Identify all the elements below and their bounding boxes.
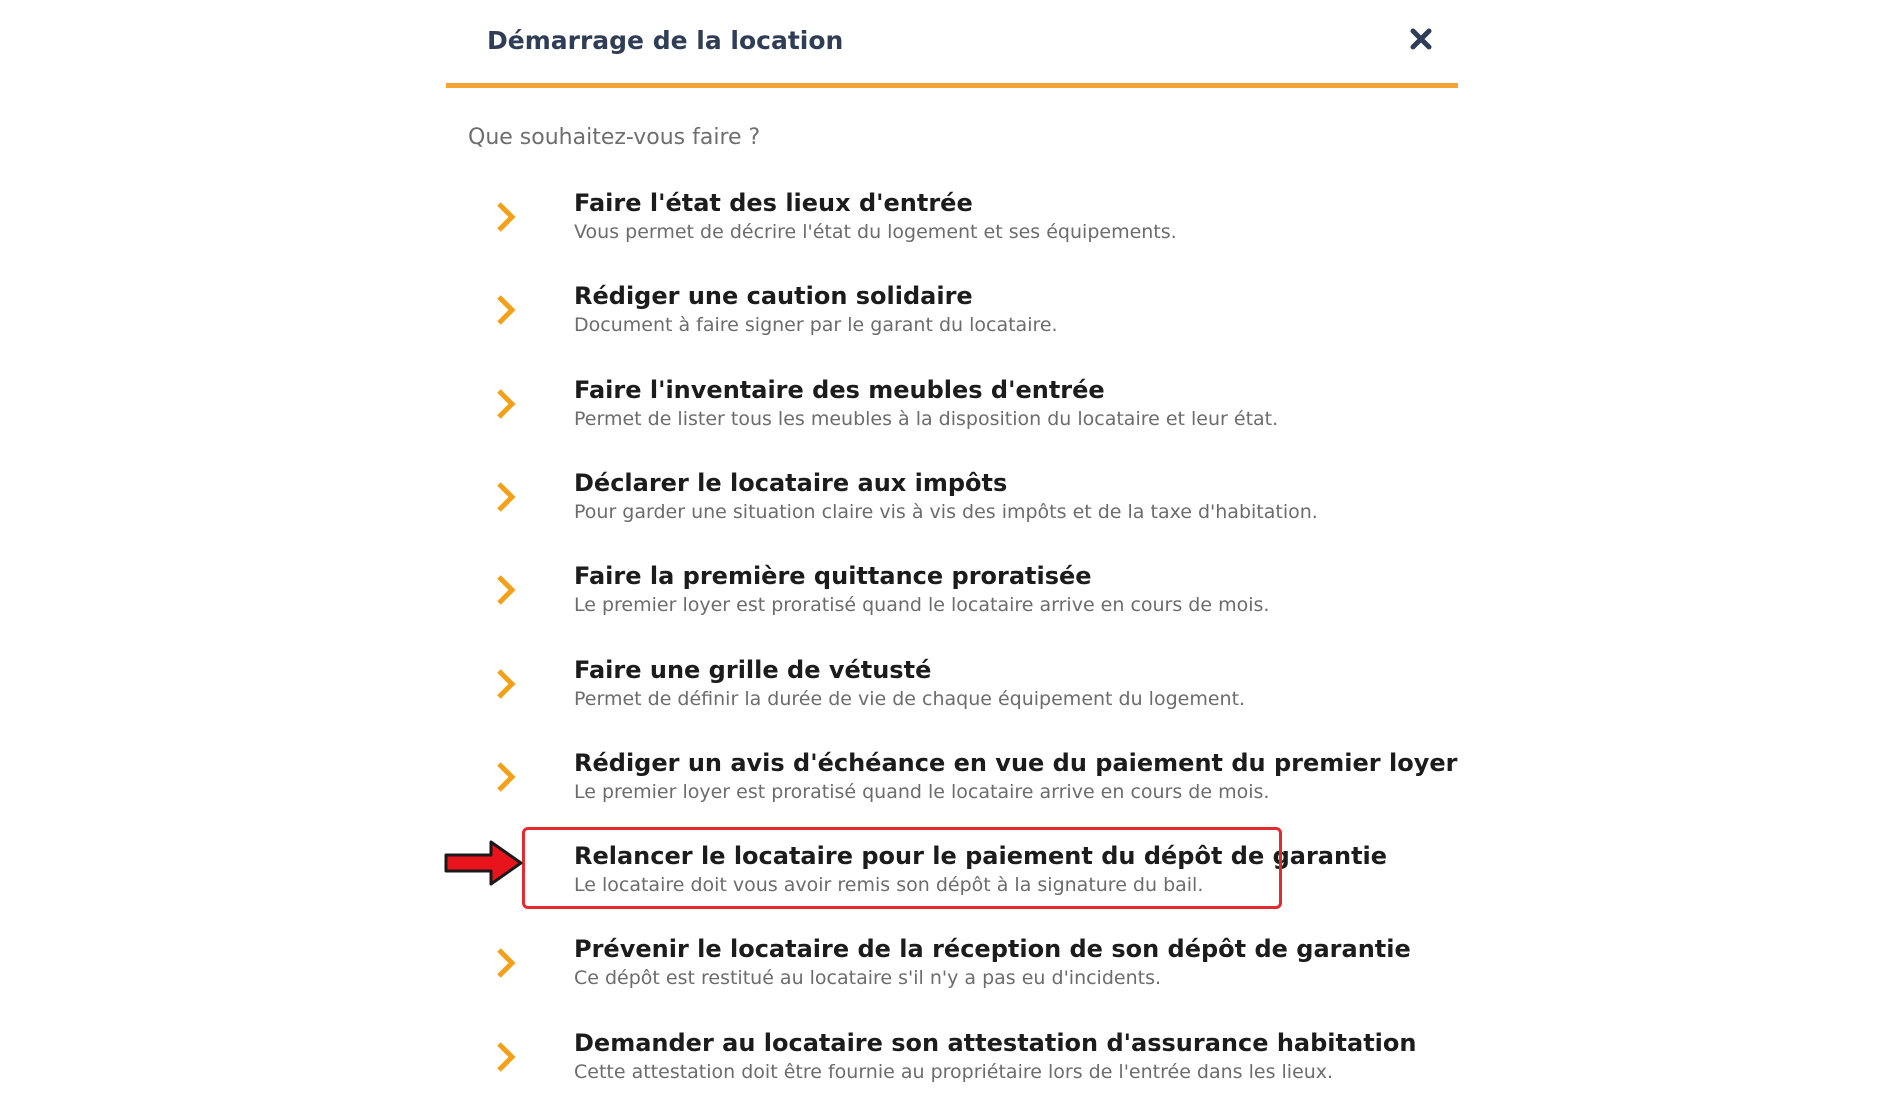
action-title: Faire la première quittance proratisée — [574, 562, 1092, 590]
action-item-avis-echeance[interactable] — [486, 747, 1458, 827]
action-description: Le premier loyer est proratisé quand le locataire arrive en cours de mois. — [574, 594, 1270, 616]
action-item-declarer-impots[interactable] — [486, 467, 1318, 547]
chevron-right-icon — [494, 479, 518, 515]
chevron-right-icon — [494, 759, 518, 795]
action-description: Document à faire signer par le garant du locataire. — [574, 314, 1058, 336]
chevron-right-icon — [494, 1039, 518, 1075]
action-description: Cette attestation doit être fournie au propriétaire lors de l'entrée dans les lieux. — [574, 1061, 1334, 1083]
chevron-right-icon — [494, 386, 518, 422]
action-item-caution-solidaire[interactable] — [486, 280, 1306, 360]
action-title: Rédiger une caution solidaire — [574, 282, 973, 310]
chevron-right-icon — [494, 666, 518, 702]
action-item-attestation-assurance[interactable] — [486, 1027, 1417, 1107]
action-description: Permet de lister tous les meubles à la disposition du locataire et leur état. — [574, 408, 1279, 430]
action-description: Le locataire doit vous avoir remis son dépôt à la signature du bail. — [574, 874, 1204, 896]
action-description: Vous permet de décrire l'état du logement et ses équipements. — [574, 221, 1177, 243]
action-description: Le premier loyer est proratisé quand le locataire arrive en cours de mois. — [574, 781, 1270, 803]
chevron-right-icon — [494, 945, 518, 981]
action-title: Faire l'état des lieux d'entrée — [574, 189, 973, 217]
action-title: Demander au locataire son attestation d'assurance habitation — [574, 1029, 1417, 1057]
action-description: Pour garder une situation claire vis à vis des impôts et de la taxe d'habitation. — [574, 501, 1318, 523]
modal-header — [446, 0, 1458, 88]
highlight-box — [522, 827, 1282, 909]
action-title: Faire une grille de vétusté — [574, 656, 932, 684]
chevron-right-icon — [494, 572, 518, 608]
action-title: Rédiger un avis d'échéance en vue du paiement du premier loyer — [574, 749, 1458, 777]
action-item-etat-des-lieux[interactable] — [486, 187, 1306, 267]
prompt-text: Que souhaitez-vous faire ? — [468, 125, 761, 150]
chevron-right-icon — [494, 292, 518, 328]
chevron-right-icon — [494, 199, 518, 235]
action-title: Relancer le locataire pour le paiement du dépôt de garantie — [574, 842, 1388, 870]
arrow-right-icon — [443, 838, 525, 888]
close-icon — [1406, 24, 1436, 54]
start-rental-modal — [446, 0, 1458, 1083]
close-button[interactable] — [1406, 24, 1436, 54]
action-description: Ce dépôt est restitué au locataire s'il n'y a pas eu d'incidents. — [574, 967, 1162, 989]
action-title: Faire l'inventaire des meubles d'entrée — [574, 376, 1105, 404]
action-item-inventaire-meubles[interactable] — [486, 374, 1306, 454]
action-title: Déclarer le locataire aux impôts — [574, 469, 1008, 497]
action-item-grille-vetuste[interactable] — [486, 654, 1306, 734]
action-title: Prévenir le locataire de la réception de son dépôt de garantie — [574, 935, 1411, 963]
action-item-premiere-quittance[interactable] — [486, 560, 1306, 640]
action-description: Permet de définir la durée de vie de chaque équipement du logement. — [574, 688, 1246, 710]
action-item-prevenir-reception-depot[interactable] — [486, 933, 1411, 1013]
modal-title: Démarrage de la location — [487, 26, 844, 55]
